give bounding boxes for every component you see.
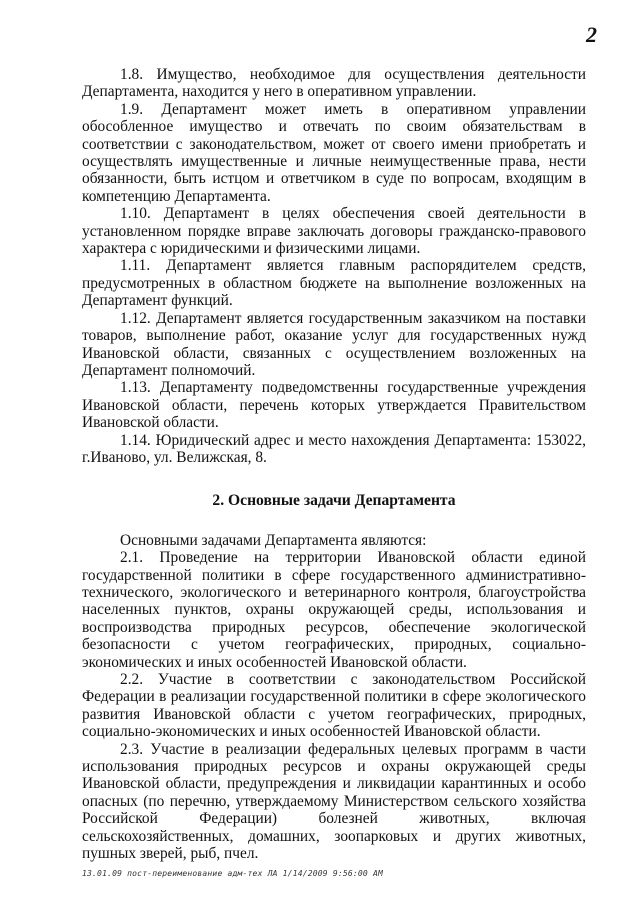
- paragraph-1-14: 1.14. Юридический адрес и место нахождения Департамента: 153022, г.Иваново, ул. Велижская, 8.: [82, 431, 586, 466]
- paragraph-1-13: 1.13. Департаменту подведомственны государственные учреждения Ивановской области, перечень которых утверждается Правительством Ивановской области.: [82, 379, 586, 432]
- paragraph-1-10: 1.10. Департамент в целях обеспечения своей деятельности в установленном порядке вправе заключать договоры гражданско-правового характера с юридическими и физическими лицами.: [82, 205, 586, 258]
- section-2-heading: 2. Основные задачи Департамента: [212, 492, 456, 510]
- paragraph-2-3: 2.3. Участие в реализации федеральных целевых программ в части использования природных ресурсов и охраны окружающей среды Ивановской области, предупреждения и ликвидации карантинных и особо опасных (по перечню, утверждаемому Министерством сельского хозяйства Российской Федерации) болезней животных, включая сельскохозяйственных, домашних, зоопарковых и других животных, пушных зверей, рыб, пчел.: [82, 740, 586, 863]
- document-footer: 13.01.09 пост-переименование адм-тех ЛА 1/14/2009 9:56:00 AM: [82, 869, 383, 878]
- section-2-intro: Основными задачами Департамента являются:: [120, 531, 427, 549]
- paragraph-1-9: 1.9. Департамент может иметь в оперативном управлении обособленное имущество и отвечать по своим обязательствам в соответствии с законодательством, может от своего имени приобретать и осуществлять имущественные и личные неимущественные права, нести обязанности, быть истцом и ответчиком в суде по вопросам, входящим в компетенцию Департамента.: [82, 100, 586, 205]
- paragraph-1-8: 1.8. Имущество, необходимое для осуществления деятельности Департамента, находится у него в оперативном управлении.: [82, 66, 586, 101]
- document-body: [82, 66, 586, 862]
- paragraph-2-2: 2.2. Участие в соответствии с законодательством Российской Федерации в реализации государственной политики в сфере экологического развития Ивановской области с учетом географических, природных, социально-экономических и иных особенностей Ивановской области.: [82, 671, 586, 741]
- paragraph-1-12: 1.12. Департамент является государственным заказчиком на поставки товаров, выполнение работ, оказание услуг для государственных нужд Ивановской области, связанных с осуществлением возложенных на Департамент полномочий.: [82, 309, 586, 379]
- paragraph-1-11: 1.11. Департамент является главным распорядителем средств, предусмотренных в областном бюджете на выполнение возложенных на Департамент функций.: [82, 257, 586, 310]
- page-number: 2: [586, 22, 597, 47]
- paragraph-2-1: 2.1. Проведение на территории Ивановской области единой государственной политики в сфере государственного административно-технического, экологического и ветеринарного контроля, благоустройства населенных пунктов, охраны окружающей среды, использования и воспроизводства природных ресурсов, обеспечение экологической безопасности с учетом географических, природных, социально-экономических и иных особенностей Ивановской области.: [82, 549, 586, 671]
